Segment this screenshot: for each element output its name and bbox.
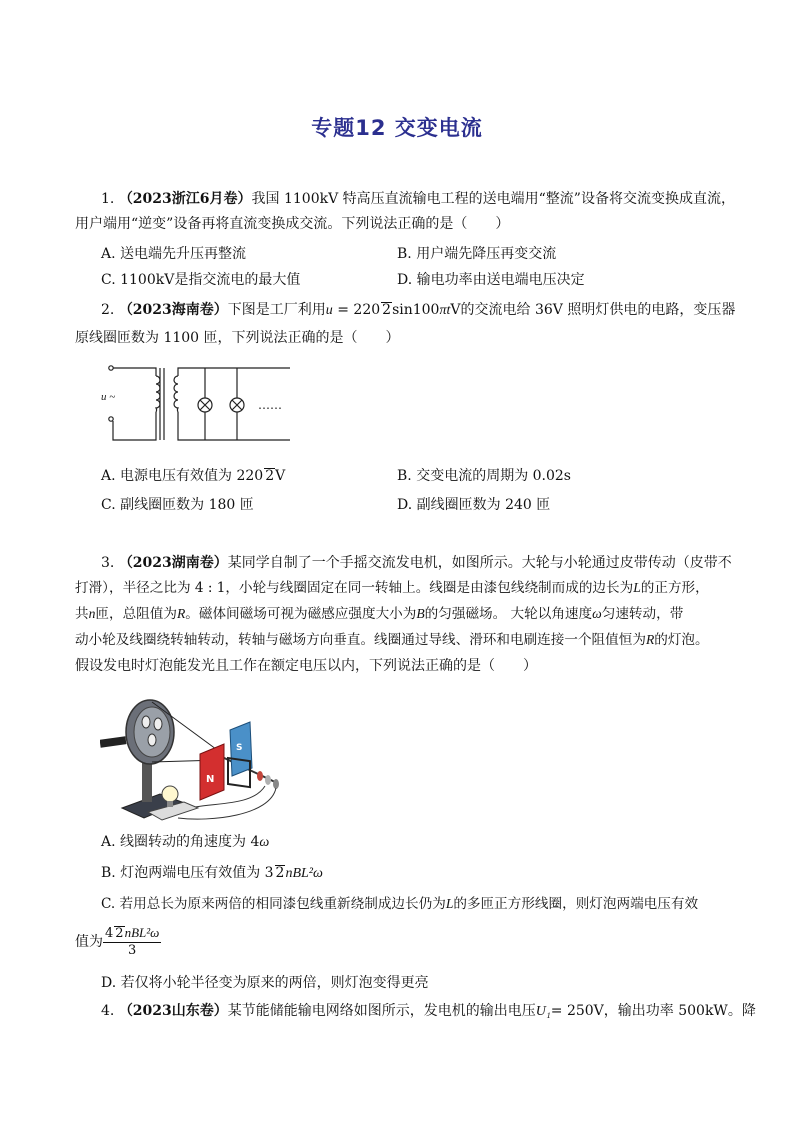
question-number: 4.	[101, 1003, 115, 1019]
q2-option-b: B. 交变电流的周期为 0.02s	[397, 468, 571, 484]
question-text: 下图是工厂利用	[227, 302, 326, 318]
option-text: A. 线圈转动的角速度为 4	[101, 834, 260, 850]
question-3-line-1	[101, 553, 732, 573]
question-source: （2023湖南卷）	[118, 555, 228, 571]
q3-option-b	[101, 863, 323, 884]
q2-option-a	[101, 466, 285, 486]
question-source: （2023浙江6月卷）	[118, 191, 252, 207]
lamp-cross	[200, 400, 210, 410]
option-text: B. 灯泡两端电压有效值为 3	[101, 865, 274, 881]
question-text: 某节能储能输电网络如图所示，发电机的输出电压	[227, 1003, 536, 1019]
variable-R: R	[645, 632, 655, 647]
question-number: 1.	[101, 191, 115, 207]
wheel-hole	[142, 716, 150, 728]
fraction-denominator: 3	[128, 943, 137, 958]
variable-omega: ω	[259, 835, 270, 850]
wire	[178, 786, 276, 819]
magnet-n	[200, 744, 224, 800]
slip-ring	[265, 775, 271, 785]
variable-n: n	[88, 606, 96, 621]
q1-option-c: C. 1100kV是指交流电的最大值	[101, 272, 301, 288]
question-text: 动小轮及线圈绕转轴转动，转轴与磁场方向垂直。线圈通过导线、滑环和电刷连接一个阻值恒为	[75, 632, 646, 648]
terminal-bottom	[109, 417, 113, 421]
question-text: 匀速转动，带	[601, 606, 684, 622]
option-text: A. 电源电压有效值为 220	[101, 468, 264, 484]
question-source: （2023海南卷）	[118, 302, 228, 318]
variable-omega: ω	[592, 606, 602, 621]
formula-unit: V	[450, 302, 461, 318]
sqrt-radicand: 2	[275, 865, 285, 881]
fraction-numerator	[103, 925, 161, 943]
primary-coil	[156, 376, 160, 412]
fraction	[103, 925, 161, 959]
page-title: 专题12 交变电流	[311, 116, 483, 140]
variable-L: L	[633, 580, 641, 595]
magnet-s-label: S	[236, 743, 243, 753]
q3-option-c-line-1	[101, 894, 698, 914]
option-text: C. 若用总长为原来两倍的相同漆包线重新绕制成边长仍为	[101, 896, 446, 912]
q3-option-c-line-2	[75, 922, 161, 962]
bulb-socket	[167, 801, 173, 807]
terminal-top	[109, 366, 113, 370]
sqrt-radicand: 2	[115, 926, 124, 941]
option-text: 的多匝正方形线圈，则灯泡两端电压有效	[453, 896, 699, 912]
question-2-line-1	[101, 300, 735, 321]
q1-option-d: D. 输电功率由送电端电压决定	[397, 272, 585, 288]
question-3-line-3	[75, 604, 683, 624]
sqrt-radicand: 2	[265, 468, 275, 484]
crank-handle	[100, 736, 126, 748]
slip-ring	[273, 779, 279, 789]
light-bulb-icon	[162, 786, 178, 802]
question-3-line-2	[75, 578, 709, 598]
question-text: 的匀强磁场。 大轮以角速度	[424, 606, 593, 622]
question-text: 的灯泡。	[654, 632, 709, 648]
variable-R: R	[176, 606, 186, 621]
numerator-coefficient: 4	[105, 926, 114, 941]
transformer-circuit-diagram	[98, 356, 298, 446]
sqrt-radicand: 2	[382, 302, 392, 318]
question-text: 打滑），半径之比为 4 : 1，小轮与线圈固定在同一转轴上。线圈是由漆包线绕制而成的边长为	[75, 580, 634, 596]
question-3-line-5: 假设发电时灯泡能发光且工作在额定电压以内，下列说法正确的是（ ）	[75, 658, 537, 674]
question-1-line-2: 用户端用“逆变”设备再将直流变换成交流。下列说法正确的是（ ）	[75, 216, 510, 232]
slip-ring	[257, 771, 263, 781]
variable-U1: U₁	[535, 1004, 551, 1019]
question-4-line-1	[101, 1001, 756, 1022]
formula-variable: πt	[439, 303, 451, 318]
wheel-hole	[154, 718, 162, 730]
question-text: 。磁体间磁场可视为磁感应强度大小为	[185, 606, 417, 622]
variable-B: B	[416, 606, 425, 621]
q3-option-d: D. 若仅将小轮半径变为原来的两倍，则灯泡变得更亮	[101, 975, 429, 991]
primary-wire	[113, 368, 156, 440]
hand-generator-illustration	[100, 690, 300, 824]
option-unit: V	[275, 468, 286, 484]
question-number: 3.	[101, 555, 115, 571]
formula-variable: u	[325, 303, 333, 318]
formula-expression: nBL²ω	[124, 925, 160, 940]
magnet-n-label: N	[206, 774, 215, 785]
large-wheel-face	[134, 707, 170, 757]
question-text: 匝，总阻值为	[95, 606, 177, 622]
lamp-cross	[232, 400, 242, 410]
question-source: （2023山东卷）	[118, 1003, 228, 1019]
q1-option-a: A. 送电端先升压再整流	[101, 246, 247, 262]
question-1-line-1	[101, 189, 735, 209]
question-text: = 250V，输出功率 500kW。降	[550, 1003, 756, 1019]
question-text: 我国 1100kV 特高压直流输电工程的送电端用“整流”设备将交流变换成直流，	[251, 191, 735, 207]
formula-text: sin100	[392, 302, 440, 318]
question-2-line-2: 原线圈匝数为 1100 匝，下列说法正确的是（ ）	[75, 330, 400, 346]
question-number: 2.	[101, 302, 115, 318]
secondary-coil	[174, 376, 178, 412]
wheel-stand	[142, 762, 152, 802]
q1-option-b: B. 用户端先降压再变交流	[397, 246, 557, 262]
question-text: 的交流电给 36V 照明灯供电的电路，变压器	[460, 302, 736, 318]
question-text: 某同学自制了一个手摇交流发电机，如图所示。大轮与小轮通过皮带传动（皮带不	[227, 555, 732, 571]
q3-option-a	[101, 832, 269, 853]
option-text: 值为	[75, 934, 103, 950]
question-text: 的正方形，	[640, 580, 709, 596]
q2-option-c: C. 副线圈匝数为 180 匝	[101, 497, 254, 513]
source-label: u ~	[101, 391, 116, 403]
formula-expression: nBL²ω	[285, 866, 323, 881]
variable-L: L	[445, 896, 454, 911]
question-text: 共	[75, 606, 89, 622]
question-3-line-4	[75, 630, 709, 650]
more-lamps-ellipsis: ……	[258, 398, 282, 412]
q2-option-d: D. 副线圈匝数为 240 匝	[397, 497, 551, 513]
formula-text: = 220	[332, 302, 381, 318]
wheel-hole	[148, 734, 156, 746]
